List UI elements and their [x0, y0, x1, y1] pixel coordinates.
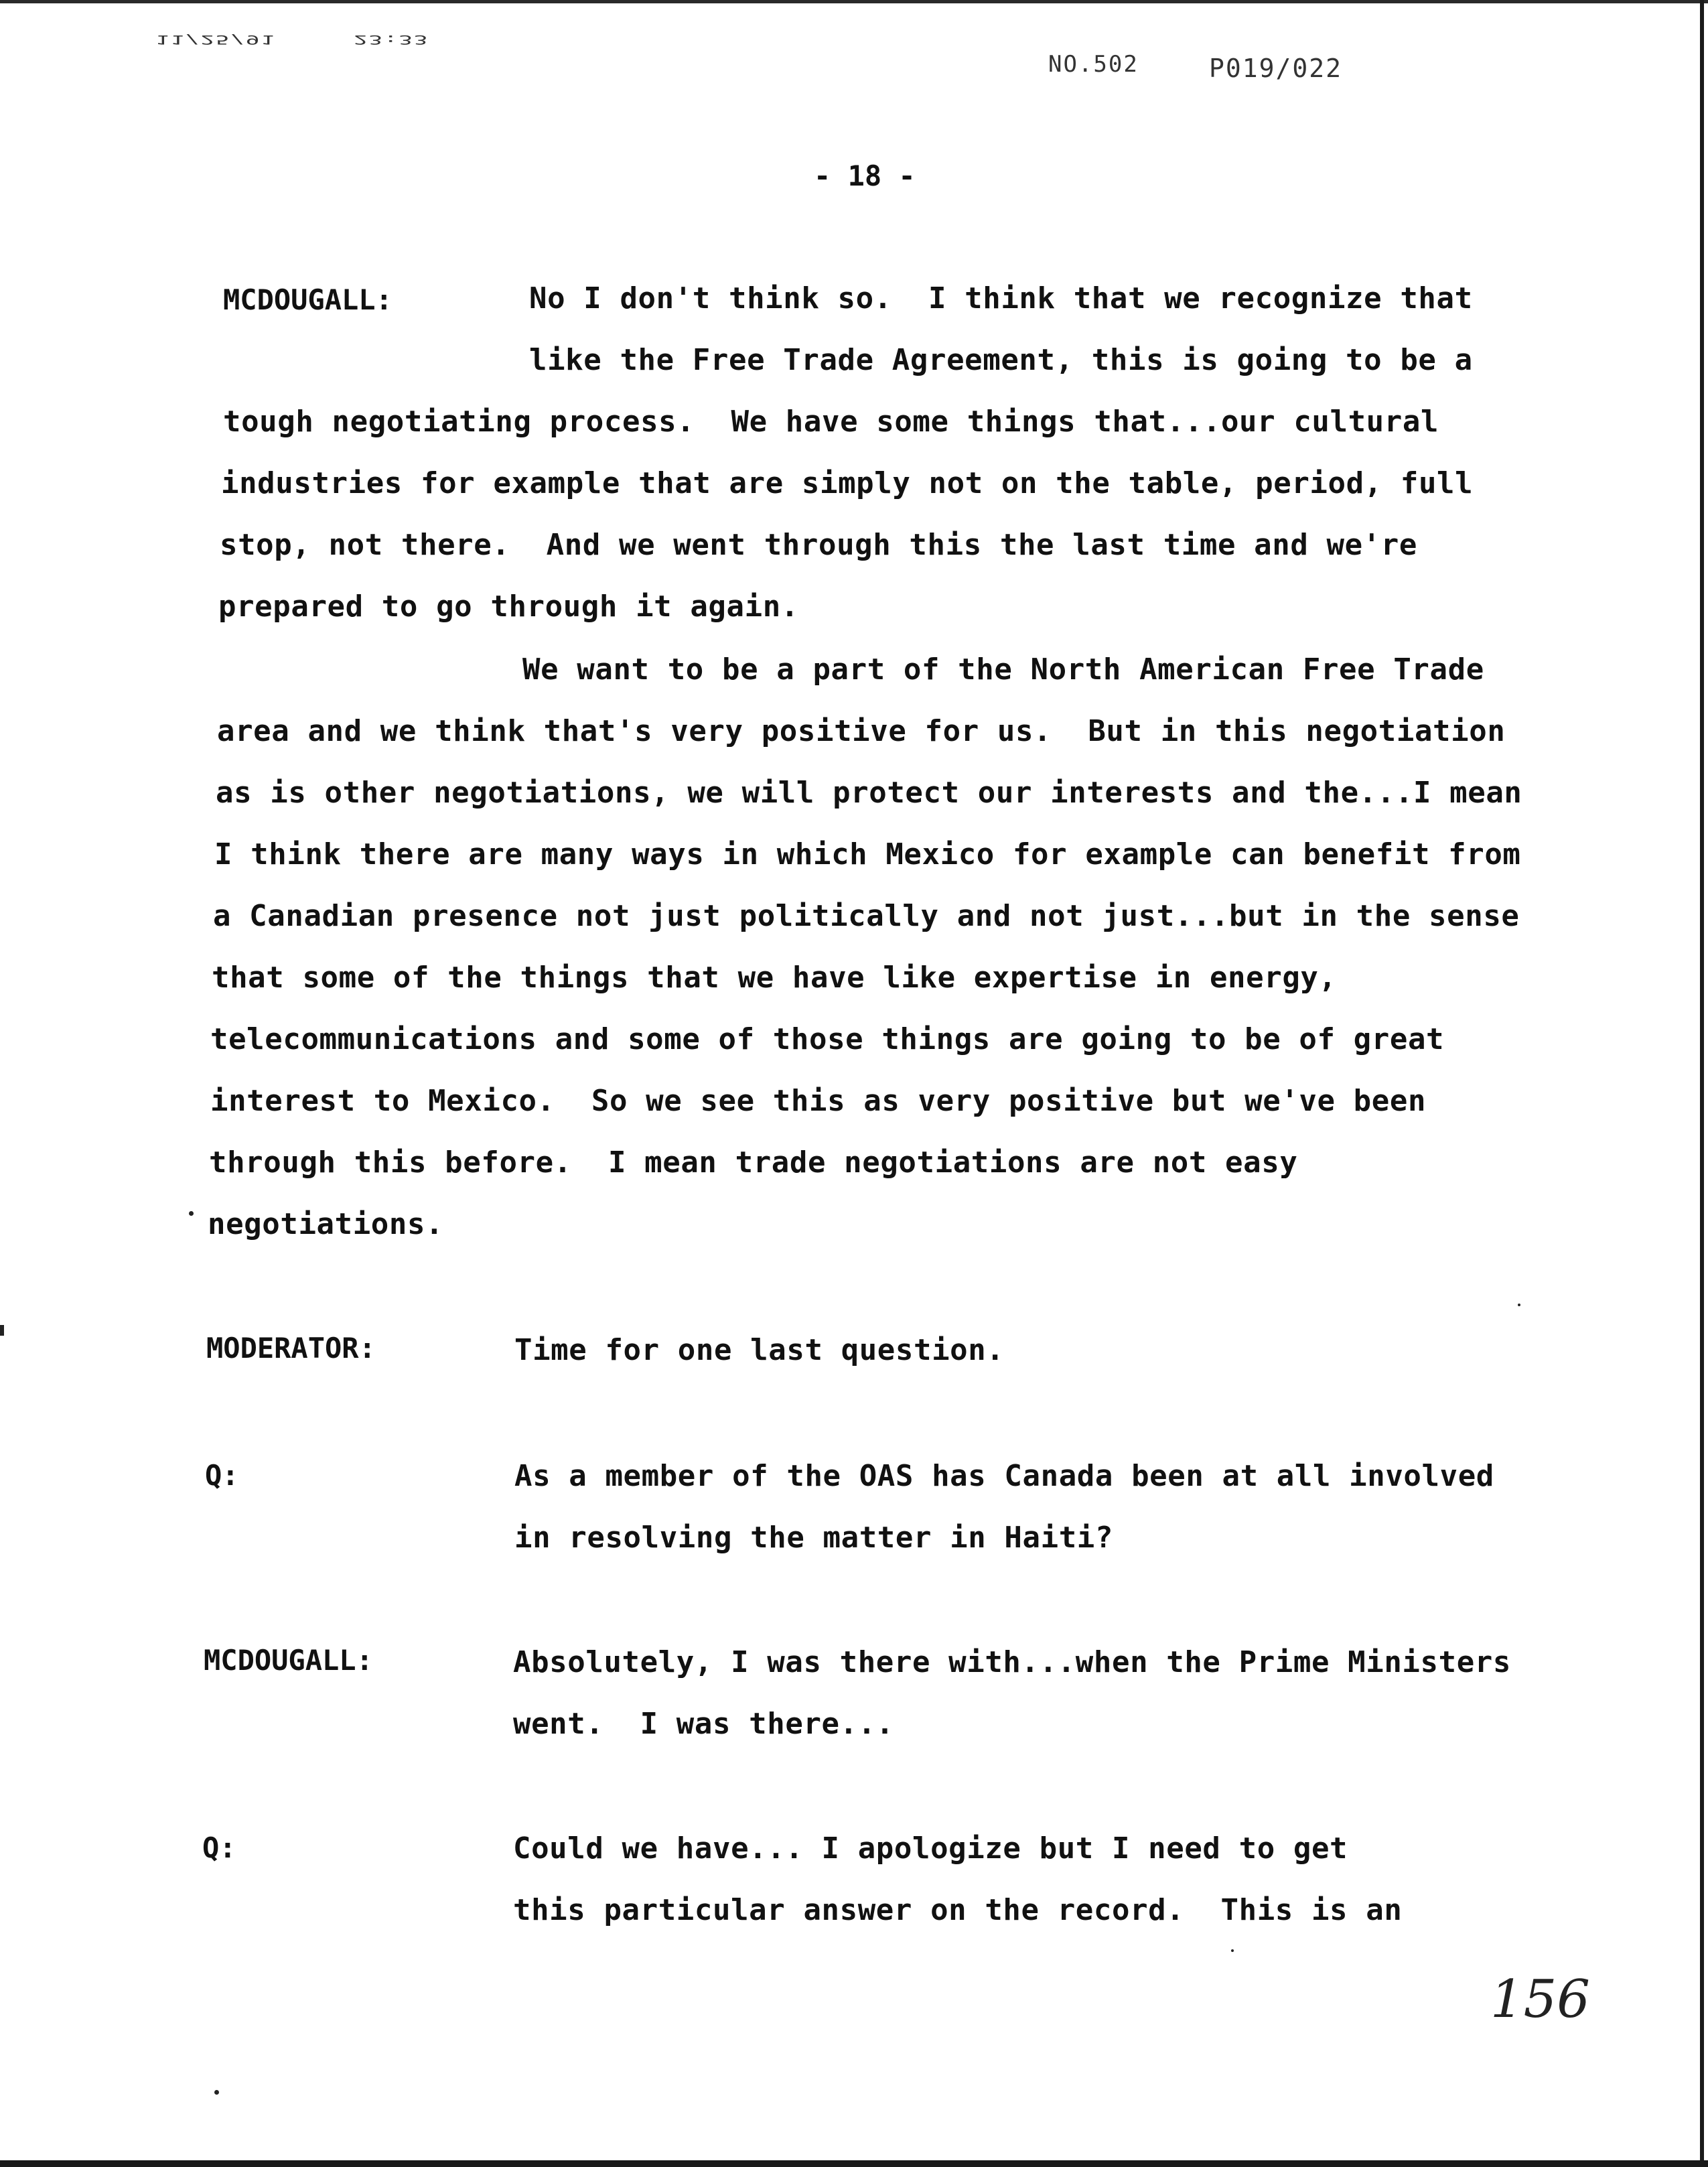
- scan-edge-top: [0, 0, 1708, 3]
- speaker-label: Q:: [202, 1831, 236, 1864]
- transcript-line: a Canadian presence not just politically and not just...but in the sense: [213, 899, 1520, 933]
- transcript-line: Could we have... I apologize but I need to get: [513, 1831, 1348, 1866]
- transcript-line: through this before. I mean trade negotiations are not easy: [209, 1145, 1298, 1180]
- scan-speck: [1518, 1304, 1520, 1306]
- transcript-line: this particular answer on the record. This is an: [513, 1893, 1403, 1927]
- fax-date: 11/25/91: [155, 32, 276, 47]
- transcript-line: I think there are many ways in which Mexico for example can benefit from: [214, 837, 1521, 871]
- transcript-line: telecommunications and some of those things are going to be of great: [210, 1022, 1445, 1056]
- scan-edge-right: [1700, 0, 1704, 2167]
- speaker-label: MCDOUGALL:: [204, 1644, 373, 1677]
- fax-number: NO.502: [1048, 51, 1139, 78]
- fax-time: 23:33: [354, 32, 429, 47]
- scan-speck: [214, 2090, 219, 2095]
- transcript-line: tough negotiating process. We have some things that...our cultural: [223, 405, 1439, 439]
- transcript-line: as is other negotiations, we will protect our interests and the...I mean: [216, 776, 1522, 810]
- transcript-line: interest to Mexico. So we see this as very positive but we've been: [210, 1084, 1427, 1118]
- transcript-line: Absolutely, I was there with...when the Prime Ministers: [513, 1645, 1511, 1679]
- transcript-line: area and we think that's very positive for us. But in this negotiation: [217, 714, 1506, 748]
- fax-page-code: P019/022: [1209, 54, 1343, 83]
- transcript-line: that some of the things that we have like expertise in energy,: [212, 961, 1337, 995]
- transcript-line: like the Free Trade Agreement, this is going to be a: [529, 343, 1473, 377]
- transcript-line: Time for one last question.: [514, 1333, 1005, 1367]
- transcript-line: stop, not there. And we went through this the last time and we're: [220, 528, 1417, 562]
- scan-edge-bottom: [0, 2160, 1708, 2167]
- transcript-line: industries for example that are simply not on the table, period, full: [221, 466, 1474, 500]
- scan-speck: [0, 1325, 4, 1336]
- transcript-line: negotiations.: [208, 1207, 444, 1241]
- transcript-line: went. I was there...: [513, 1707, 894, 1741]
- speaker-label: MODERATOR:: [206, 1332, 376, 1365]
- transcript-line: As a member of the OAS has Canada been at all involved: [514, 1459, 1494, 1493]
- transcript-line: We want to be a part of the North American Free Trade: [522, 652, 1484, 687]
- page-number: - 18 -: [814, 159, 916, 192]
- transcript-line: prepared to go through it again.: [218, 589, 799, 624]
- speaker-label: Q:: [205, 1459, 239, 1492]
- transcript-line: No I don't think so. I think that we recognize that: [529, 281, 1473, 316]
- speaker-label: MCDOUGALL:: [223, 283, 393, 316]
- scan-speck: [1231, 1949, 1234, 1952]
- scan-speck: [189, 1211, 194, 1216]
- handwritten-page-note: 156: [1490, 1969, 1590, 2030]
- transcript-line: in resolving the matter in Haiti?: [514, 1521, 1113, 1555]
